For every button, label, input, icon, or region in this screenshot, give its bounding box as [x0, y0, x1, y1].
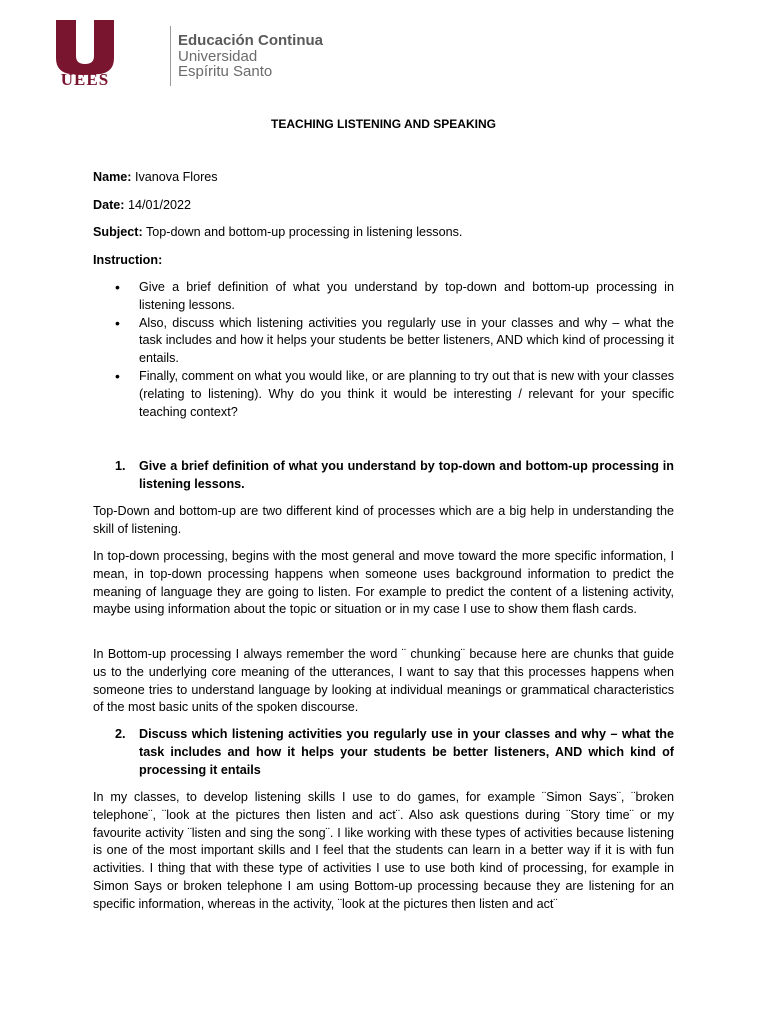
date-line: [93, 197, 191, 215]
question-2-heading: [93, 726, 674, 779]
header-logo: [54, 18, 324, 89]
name-value: Ivanova Flores: [135, 170, 218, 184]
subject-value: Top-down and bottom-up processing in listening lessons.: [145, 225, 463, 239]
question-2-text: Discuss which listening activities you regularly use in your classes and why – what the task includes and how it helps your students be better listeners, AND which kind of processing it entails: [139, 727, 674, 777]
document-title: TEACHING LISTENING AND SPEAKING: [271, 117, 496, 131]
logo-line-3: Espíritu Santo: [178, 63, 273, 80]
date-label: Date:: [93, 198, 125, 212]
subject-label: Subject:: [93, 225, 143, 239]
subject-line: [93, 224, 462, 242]
instruction-label: Instruction:: [93, 253, 163, 267]
question-1-text: Give a brief definition of what you understand by top-down and bottom-up processing in listening lessons.: [139, 459, 674, 491]
list-item: • Also, discuss which listening activities you regularly use in your classes and why – what the task includes and how it helps your students be better listeners, AND which kind of processing it entails.: [93, 315, 674, 368]
logo-divider: [170, 26, 171, 86]
list-item: • Finally, comment on what you would like, or are planning to try out that is new with your classes (relating to listening). Why do you think it would be interesting / relevant for your specific teaching context?: [93, 368, 674, 421]
paragraph-4: In my classes, to develop listening skills I use to do games, for example ¨Simon Says¨, ¨broken telephone¨, ¨look at the pictures then listen and act¨. Also ask questions during ¨Story time¨ or my favourite activity ¨listen and sing the song¨. I like working with these types of activities because listening is one of the most important skills and I feel that the students can learn in a better way if it is with fun activities. I thing that with these type of activities I use to use both kind of processing, for example in Simon Says or broken telephone I am using Bottom-up processing because they are listening for an specific information, whereas in the activity, ¨look at the pictures then listen and act¨: [93, 790, 674, 911]
logo-line-1: Educación Continua: [178, 32, 324, 49]
instruction-line: [93, 252, 162, 270]
list-item: • Give a brief definition of what you understand by top-down and bottom-up processing in listening lessons.: [93, 279, 674, 315]
logo-line-2: Universidad: [178, 48, 258, 65]
paragraph-3: In Bottom-up processing I always remember the word ¨ chunking¨ because here are chunks that guide us to the underlying core meaning of the utterances, I want to say that this processes happens when someone tries to understand language by looking at individual meanings or grammatical characteristics of the most basic units of the spoken discourse.: [93, 647, 674, 715]
date-value: 14/01/2022: [128, 198, 192, 212]
paragraph-2: In top-down processing, begins with the most general and move toward the more specific information, I mean, in top-down processing happens when someone uses background information to predict the meaning of language they are going to listen. For example to predict the content of a listening activity, maybe using information about the topic or situation or in my case I use to show them flash cards.: [93, 549, 674, 617]
question-1-heading: [93, 458, 674, 494]
name-label: Name:: [93, 170, 132, 184]
name-line: [93, 169, 218, 187]
question-1-number: 1.: [115, 459, 126, 473]
question-2-number: 2.: [115, 727, 126, 741]
paragraph-1: Top-Down and bottom-up are two different kind of processes which are a big help in understanding the skill of listening.: [93, 504, 674, 536]
logo-wordmark: UEES: [60, 70, 110, 89]
instruction-list: [93, 279, 674, 421]
